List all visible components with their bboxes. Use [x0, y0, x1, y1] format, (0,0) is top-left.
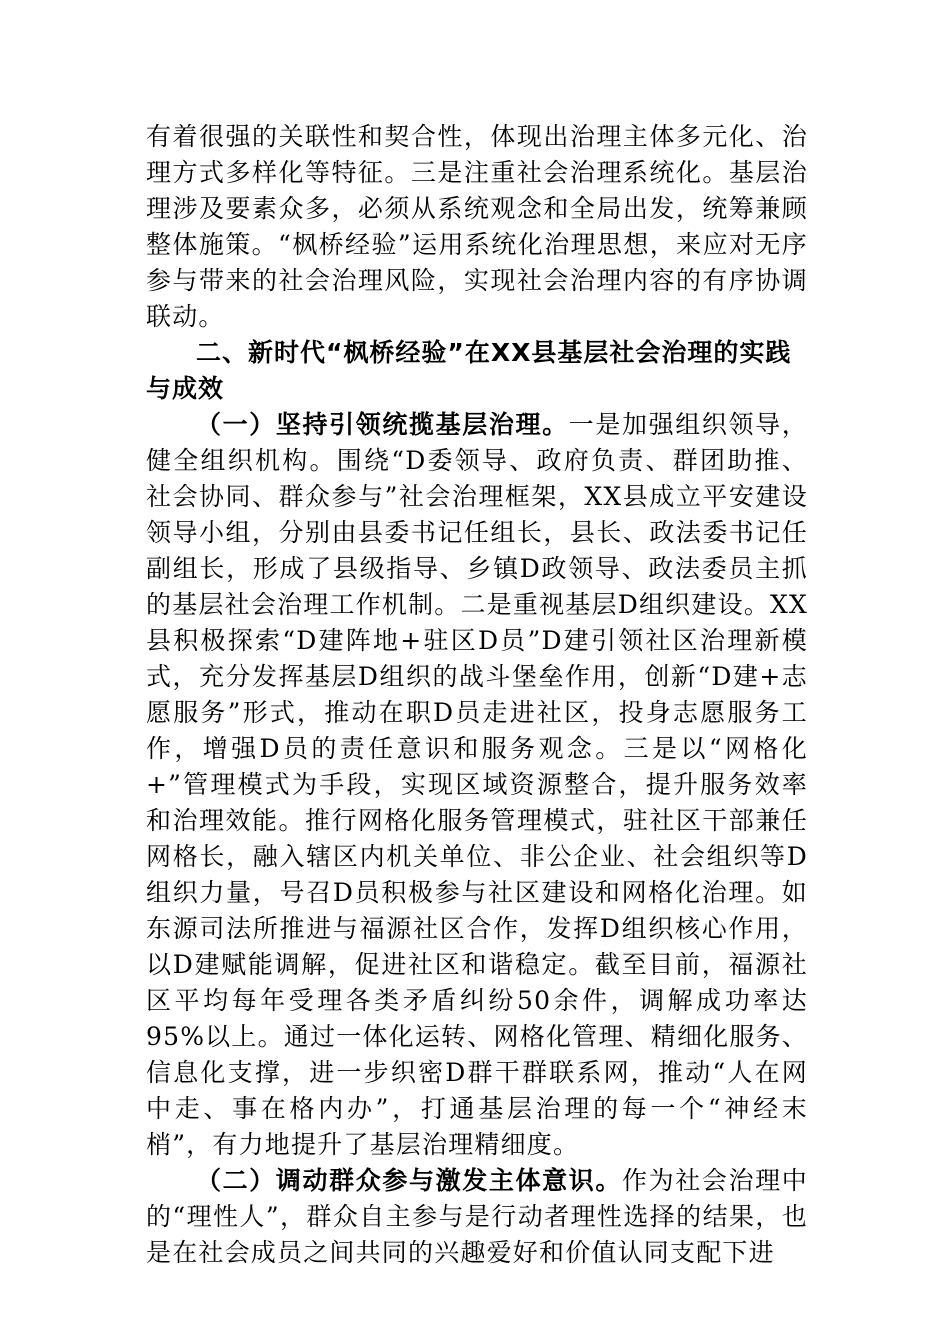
document-body: [146, 119, 808, 1271]
subsection-2-heading: （二）调动群众参与激发主体意识。: [196, 1166, 623, 1195]
paragraph-continuation: 有着很强的关联性和契合性，体现出治理主体多元化、治理方式多样化等特征。三是注重社会治理系统化。基层治理涉及要素众多，必须从系统观念和全局出发，统筹兼顾整体施策。“枫桥经验”运用系统化治理思想，来应对无序参与带来的社会治理风险，实现社会治理内容的有序协调联动。: [146, 122, 808, 331]
subsection-1-heading: （一）坚持引领统揽基层治理。: [196, 410, 569, 439]
subsection-2-paragraph: [146, 1163, 808, 1271]
subsection-2-body: 作为社会治理中的“理性人”，群众自主参与是行动者理性选择的结果，也是在社会成员之间共同的兴趣爱好和价值认同支配下进: [146, 1166, 808, 1267]
section-heading-2: 二、新时代“枫桥经验”在XX县基层社会治理的实践与成效: [146, 338, 792, 403]
subsection-1-paragraph: [146, 407, 808, 1163]
subsection-1-body: 一是加强组织领导，健全组织机构。围绕“D委领导、政府负责、群团助推、社会协同、群众参与”社会治理框架，XX县成立平安建设领导小组，分别由县委书记任组长，县长、政法委书记任副组长，形成了县级指导、乡镇D政领导、政法委员主抓的基层社会治理工作机制。二是重视基层D组织建设。XX县积极探索“D建阵地+驻区D员”D建引领社区治理新模式，充分发挥基层D组织的战斗堡垒作用，创新“D建+志愿服务”形式，推动在职D员走进社区，投身志愿服务工作，增强D员的责任意识和服务观念。三是以“网格化+”管理模式为手段，实现区域资源整合，提升服务效率和治理效能。推行网格化服务管理模式，驻社区干部兼任网格长，融入辖区内机关单位、非公企业、社会组织等D组织力量，号召D员积极参与社区建设和网格化治理。如东源司法所推进与福源社区合作，发挥D组织核心作用，以D建赋能调解，促进社区和谐稳定。截至目前，福源社区平均每年受理各类矛盾纠纷50余件，调解成功率达95%以上。通过一体化运转、网格化管理、精细化服务、信息化支撑，进一步织密D群干群联系网，推动“人在网中走、事在格内办”，打通基层治理的每一个“神经末梢”，有力地提升了基层治理精细度。: [146, 410, 808, 1159]
